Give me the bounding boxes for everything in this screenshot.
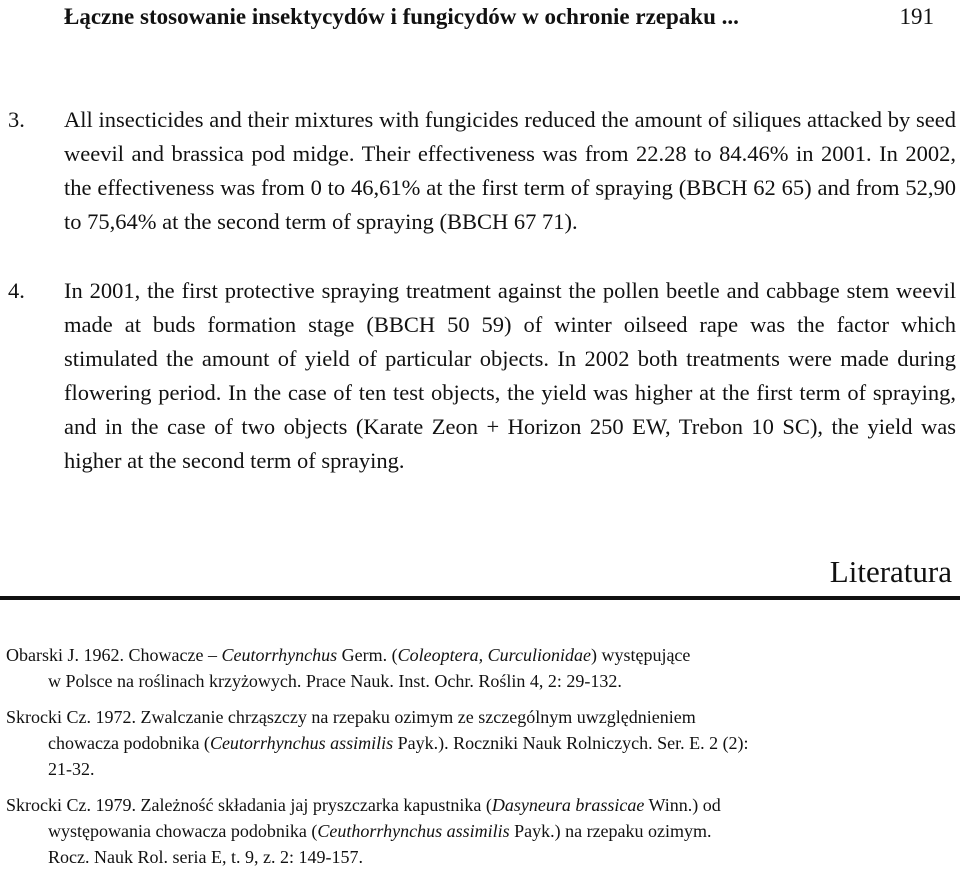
reference-text: Germ. ( <box>337 645 398 665</box>
conclusion-point-4 <box>8 274 956 478</box>
reference-text: Obarski J. 1962. Chowacze <box>6 645 208 665</box>
running-head-title: Łączne stosowanie insektycydów i fungicydów w ochronie rzepaku ... <box>64 4 739 29</box>
reference-taxon: Ceutorrhynchus <box>221 645 338 665</box>
reference-taxon: Dasyneura brassicae <box>491 795 645 815</box>
reference-text: Skrocki Cz. 1979. Zależność składania jaj pryszczarka kapustnika ( <box>6 795 492 815</box>
reference-text: – <box>207 645 222 665</box>
reference-taxon: Coleoptera, Curculionidae <box>397 645 591 665</box>
point-number: 4. <box>8 278 25 303</box>
reference-item <box>6 792 954 870</box>
running-head <box>64 2 934 32</box>
reference-taxon: Ceutorrhynchus assimilis <box>209 733 394 753</box>
reference-text: chowacza podobnika ( <box>48 733 210 753</box>
heading-rule <box>0 596 960 600</box>
point-text: All insecticides and their mixtures with fungicides reduced the amount of siliques attacked by seed weevil and brassica pod midge. Their effectiveness was from 22.28 to 84.46% in 2001. In 2002, the effectiveness was from 0 to 46,61% at the first term of spraying (BBCH 62 65) and from 52,90 to 75,64% at the second term of spraying (BBCH 67 71). <box>64 107 956 234</box>
reference-item <box>6 704 954 782</box>
reference-text: występowania chowacza podobnika ( <box>48 821 318 841</box>
reference-taxon: Ceuthorrhynchus assimilis <box>317 821 510 841</box>
reference-text: Winn.) od <box>644 795 721 815</box>
reference-text: Payk.). Roczniki Nauk Rolniczych. Ser. E. 2 (2): <box>393 733 749 753</box>
reference-text: Skrocki Cz. 1972. Zwalczanie chrząszczy na rzepaku ozimym ze szczególnym uwzględnieniem <box>6 707 696 727</box>
conclusion-point-3 <box>8 103 956 239</box>
reference-item <box>6 642 954 694</box>
reference-text: 21-32. <box>48 759 95 779</box>
reference-text: Payk.) na rzepaku ozimym. <box>509 821 712 841</box>
reference-text: Rocz. Nauk Rol. seria E, t. 9, z. 2: 149-157. <box>48 847 363 867</box>
page-number: 191 <box>899 4 934 29</box>
point-number: 3. <box>8 107 25 132</box>
point-text: In 2001, the first protective spraying treatment against the pollen beetle and cabbage stem weevil made at buds formation stage (BBCH 50 59) of winter oilseed rape was the factor which stimulated the amount of yield of particular objects. In 2002 both treatments were made during flowering period. In the case of ten test objects, the yield was higher at the first term of spraying, and in the case of two objects (Karate Zeon + Horizon 250 EW, Trebon 10 SC), the yield was higher at the second term of spraying. <box>64 278 956 473</box>
reference-text: w Polsce na roślinach krzyżowych. Prace Nauk. Inst. Ochr. Roślin 4, 2: 29-132. <box>48 671 622 691</box>
literature-heading: Literatura <box>829 554 952 589</box>
reference-text: ) występujące <box>590 645 691 665</box>
